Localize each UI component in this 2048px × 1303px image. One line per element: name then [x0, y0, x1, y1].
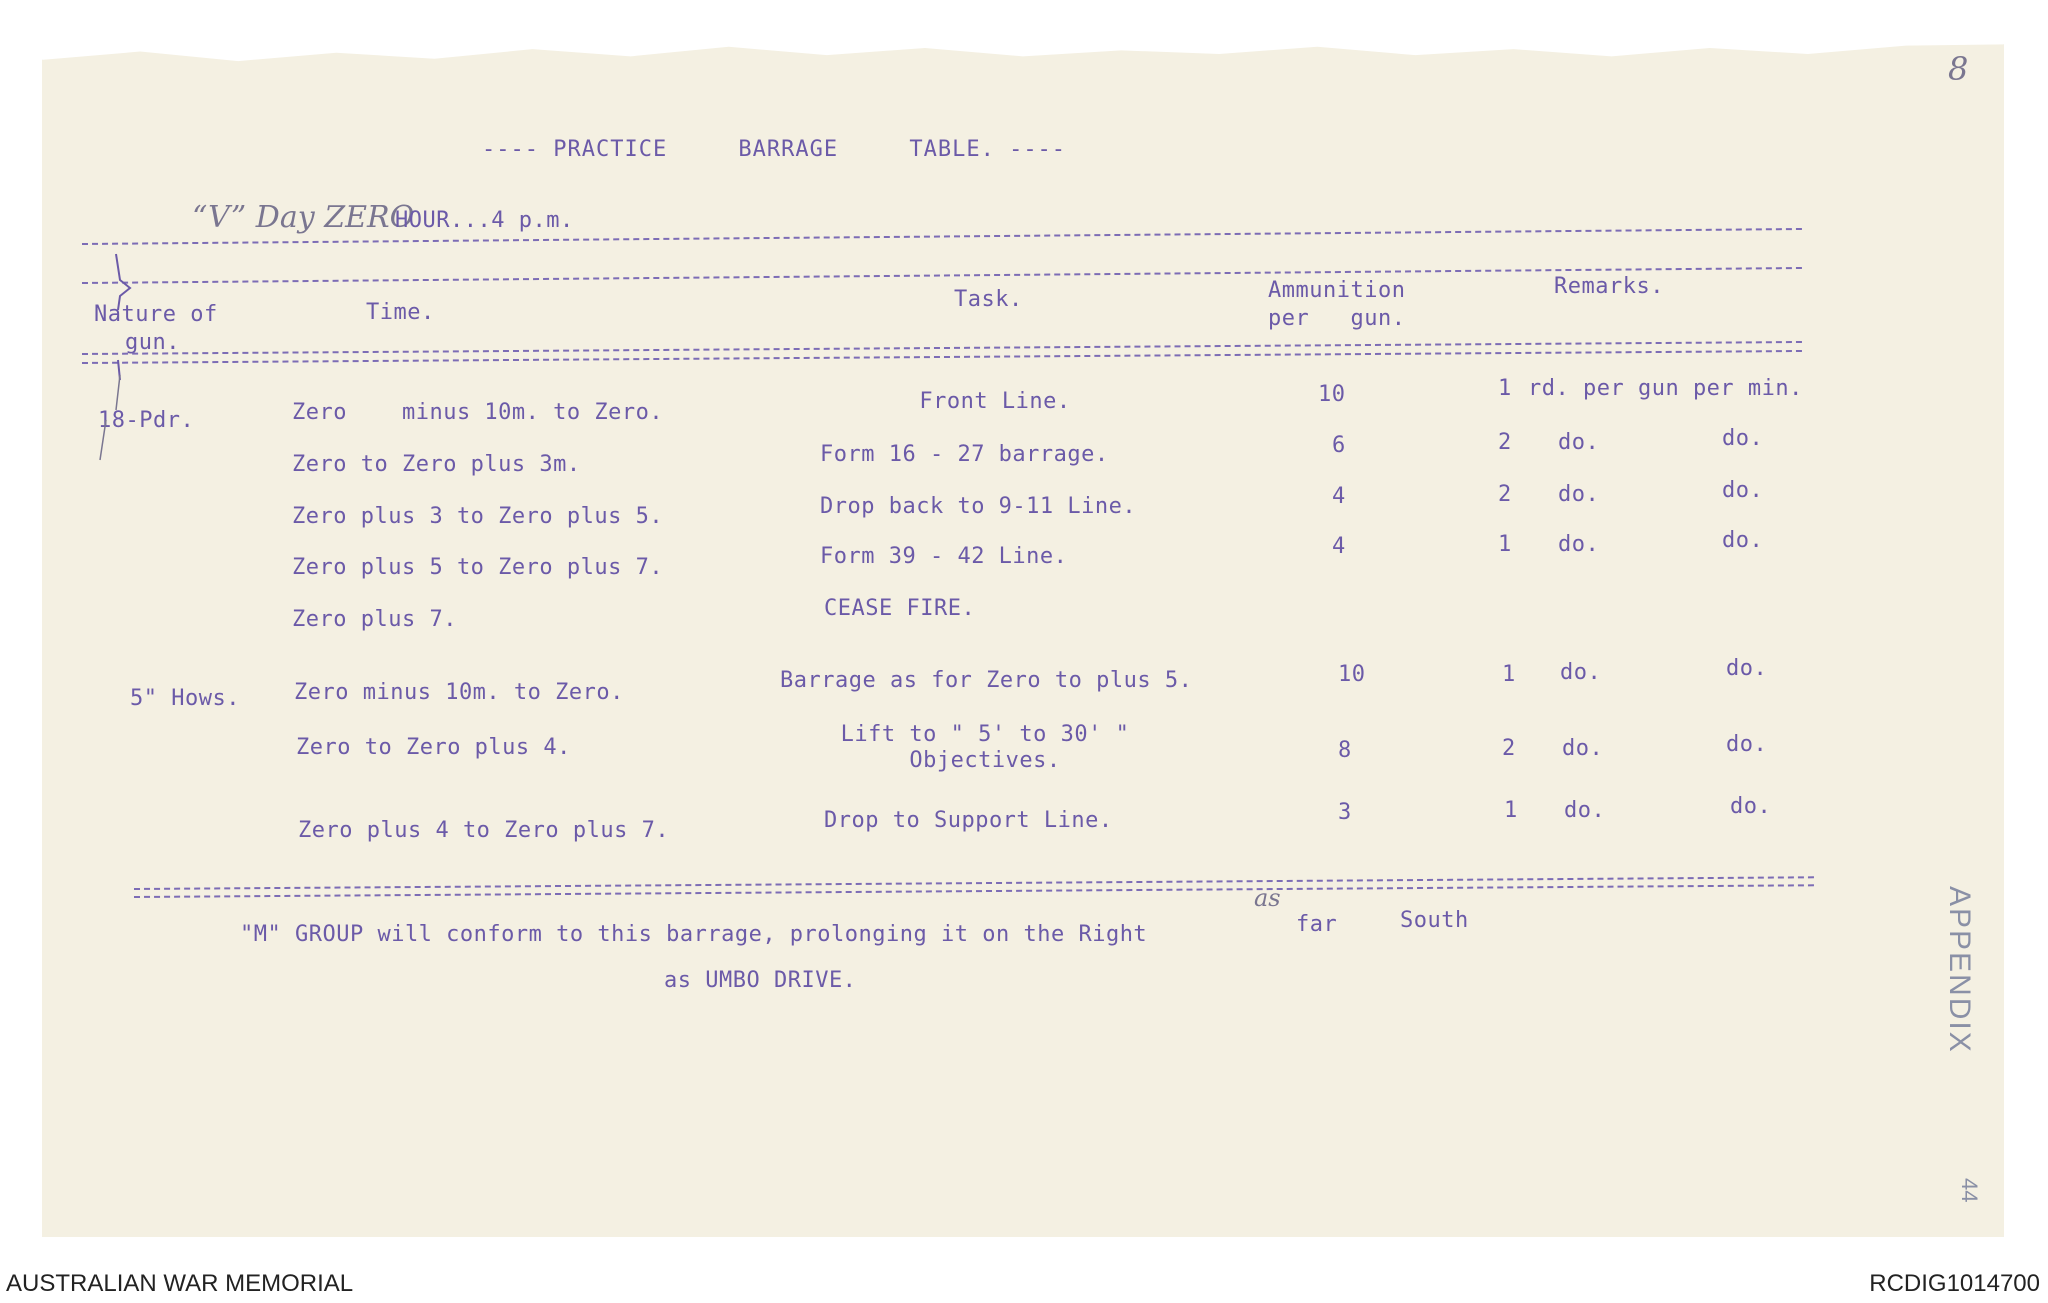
zero-hour-typed: HOUR...4 p.m.	[395, 208, 574, 233]
row-7-remark-a: do.	[1562, 736, 1604, 761]
corner-mark: 8	[1948, 50, 1969, 88]
document-title: ---- PRACTICE BARRAGE TABLE. ----	[482, 137, 1067, 162]
row-5-task: CEASE FIRE.	[824, 596, 976, 621]
row-2-remark-num: 2	[1498, 430, 1512, 455]
note-far: far	[1296, 912, 1338, 937]
row-3-time: Zero plus 3 to Zero plus 5.	[292, 504, 664, 529]
row-3-remark-b: do.	[1722, 478, 1764, 503]
note-line-1: "M" GROUP will conform to this barrage, prolonging it on the Right	[240, 922, 1148, 947]
row-3-remark-num: 2	[1498, 482, 1512, 507]
zero-hour-handwritten: “V” Day ZERO	[192, 200, 415, 235]
row-1-remark: rd. per gun per min.	[1528, 376, 1803, 401]
row-1-task: Front Line.	[919, 389, 1071, 414]
row-1-time: Zero minus 10m. to Zero.	[292, 400, 664, 425]
row-7-remark-num: 2	[1502, 736, 1516, 761]
row-2-remark-b: do.	[1722, 426, 1764, 451]
footer-right: RCDIG1014700	[1869, 1270, 2040, 1297]
row-4-remark-a: do.	[1558, 532, 1600, 557]
row-4-task: Form 39 - 42 Line.	[820, 544, 1068, 569]
row-6-time: Zero minus 10m. to Zero.	[294, 680, 624, 705]
row-8-remark-num: 1	[1504, 798, 1518, 823]
row-1-remark-num: 1	[1498, 376, 1512, 401]
row-4-ammo: 4	[1332, 534, 1346, 559]
row-6-gun: 5" Hows.	[130, 686, 240, 711]
row-7-time: Zero to Zero plus 4.	[296, 735, 571, 760]
row-8-time: Zero plus 4 to Zero plus 7.	[298, 818, 670, 843]
header-remarks: Remarks.	[1554, 274, 1664, 299]
footer-left: AUSTRALIAN WAR MEMORIAL	[6, 1270, 354, 1297]
row-8-remark-b: do.	[1730, 794, 1772, 819]
row-2-task: Form 16 - 27 barrage.	[820, 442, 1109, 467]
row-7-task-2: Objectives.	[909, 748, 1061, 773]
row-6-ammo: 10	[1338, 662, 1366, 687]
note-south: South	[1400, 908, 1469, 933]
row-7-ammo: 8	[1338, 738, 1352, 763]
row-6-task: Barrage as for Zero to plus 5.	[780, 668, 1193, 693]
note-insert: as	[1254, 884, 1281, 912]
header-ammo-2: per gun.	[1268, 306, 1406, 331]
row-5-time: Zero plus 7.	[292, 607, 457, 632]
row-4-time: Zero plus 5 to Zero plus 7.	[292, 555, 664, 580]
row-2-remark-a: do.	[1558, 430, 1600, 455]
margin-bracket-icon	[80, 250, 140, 520]
note-line-2: as UMBO DRIVE.	[664, 968, 857, 993]
row-8-task: Drop to Support Line.	[824, 808, 1113, 833]
header-nature: Nature of	[94, 302, 218, 327]
row-6-remark-a: do.	[1560, 660, 1602, 685]
header-task: Task.	[954, 287, 1023, 312]
row-8-remark-a: do.	[1564, 798, 1606, 823]
row-6-remark-num: 1	[1502, 662, 1516, 687]
row-8-ammo: 3	[1338, 800, 1352, 825]
row-4-remark-num: 1	[1498, 532, 1512, 557]
header-nature-2: gun.	[125, 330, 180, 355]
row-3-task: Drop back to 9-11 Line.	[820, 494, 1137, 519]
row-6-remark-b: do.	[1726, 656, 1768, 681]
row-4-remark-b: do.	[1722, 528, 1764, 553]
row-3-ammo: 4	[1332, 484, 1346, 509]
appendix-stamp: APPENDIX	[1943, 886, 1976, 1054]
row-2-ammo: 6	[1332, 433, 1346, 458]
header-ammo-1: Ammunition	[1268, 278, 1406, 303]
header-time: Time.	[366, 300, 435, 325]
page-number: 44	[1957, 1178, 1982, 1203]
row-7-remark-b: do.	[1726, 732, 1768, 757]
row-2-time: Zero to Zero plus 3m.	[292, 452, 581, 477]
row-7-task: Lift to " 5' to 30' "	[840, 722, 1130, 747]
row-3-remark-a: do.	[1558, 482, 1600, 507]
row-1-ammo: 10	[1318, 382, 1346, 407]
row-1-gun: 18-Pdr.	[98, 408, 195, 433]
